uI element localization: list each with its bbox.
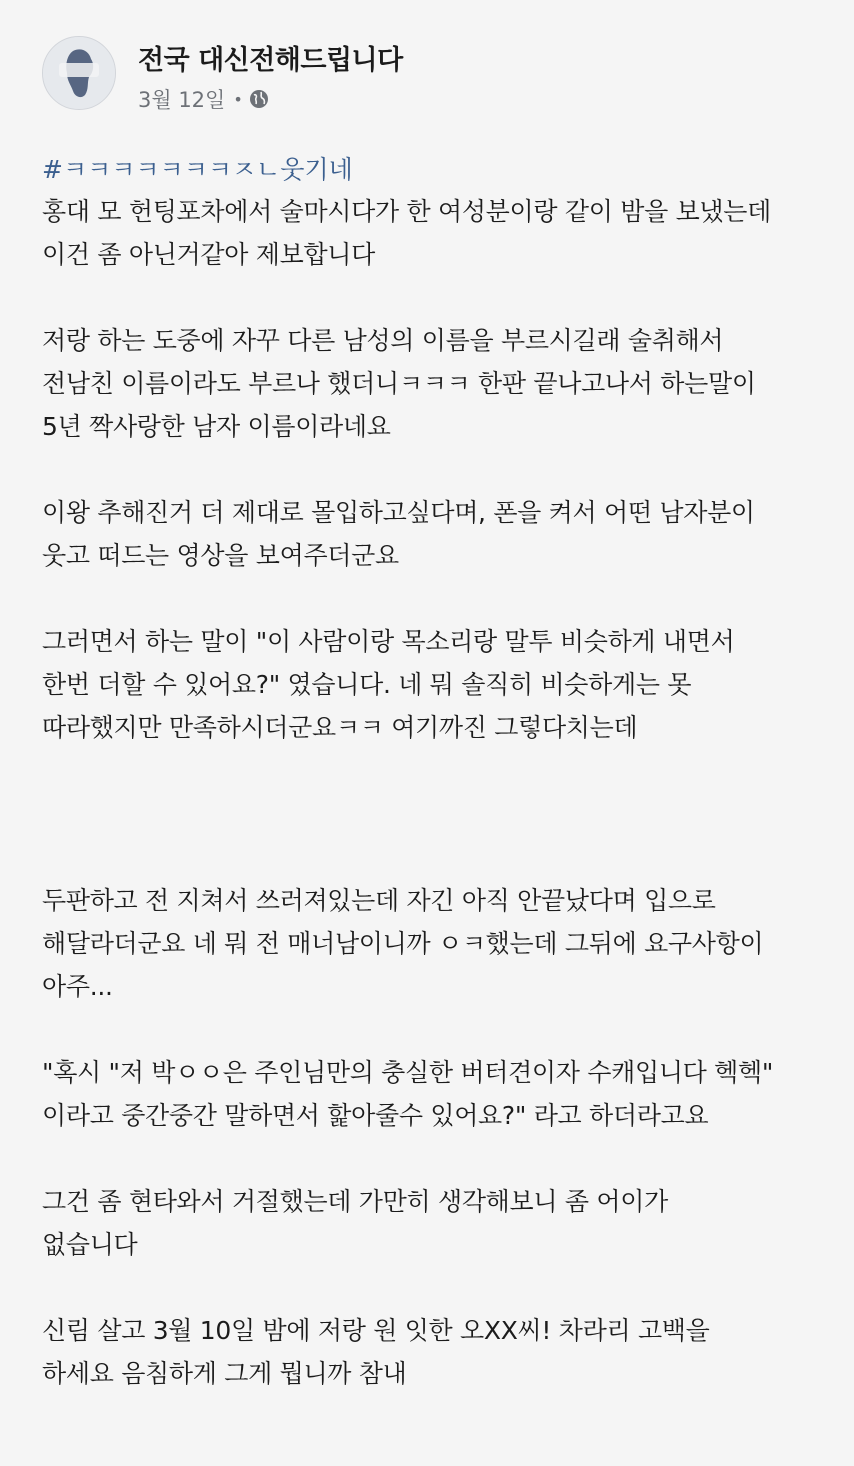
post-line: 아주... — [42, 972, 113, 1001]
korea-map-logo-icon — [43, 37, 115, 109]
post-line: 두판하고 전 지쳐서 쓰러져있는데 자긴 아직 안끝났다며 입으로 — [42, 886, 716, 915]
post-line: 없습니다 — [42, 1230, 138, 1259]
post-body — [42, 150, 832, 1395]
page-name[interactable]: 전국 대신전해드립니다 — [138, 45, 403, 76]
post-line: 해달라더군요 네 뭐 전 매너남이니까 ㅇㅋ했는데 그뒤에 요구사항이 — [42, 929, 764, 958]
post-line: 홍대 모 헌팅포차에서 술마시다가 한 여성분이랑 같이 밤을 보냈는데 — [42, 197, 771, 226]
post-line: 이건 좀 아닌거같아 제보합니다 — [42, 240, 375, 269]
post-line: 그건 좀 현타와서 거절했는데 가만히 생각해보니 좀 어이가 — [42, 1187, 668, 1216]
post-date[interactable]: 3월 12일 — [138, 88, 226, 112]
post-line: 그러면서 하는 말이 "이 사람이랑 목소리랑 말투 비슷하게 내면서 — [42, 627, 735, 656]
post-line: 이왕 추해진거 더 제대로 몰입하고싶다며, 폰을 켜서 어떤 남자분이 — [42, 498, 755, 527]
post-header — [42, 32, 822, 122]
page-avatar[interactable] — [42, 36, 116, 110]
post-meta — [138, 84, 269, 114]
meta-separator: • — [233, 89, 243, 109]
post-line: 한번 더할 수 있어요?" 였습니다. 네 뭐 솔직히 비슷하게는 못 — [42, 670, 692, 699]
hashtag-link[interactable]: #ㅋㅋㅋㅋㅋㅋㅋㅈㄴ웃기네 — [42, 155, 353, 184]
globe-icon — [249, 89, 269, 109]
post-line: 따라했지만 만족하시더군요ㅋㅋ 여기까진 그렇다치는데 — [42, 713, 638, 742]
post-line: 신림 살고 3월 10일 밤에 저랑 원 잇한 오XX씨! 차라리 고백을 — [42, 1316, 710, 1345]
post-line: 하세요 음침하게 그게 뭡니까 참내 — [42, 1359, 407, 1388]
post-line: 저랑 하는 도중에 자꾸 다른 남성의 이름을 부르시길래 술취해서 — [42, 326, 724, 355]
post-line: "혹시 "저 박ㅇㅇ은 주인님만의 충실한 버터견이자 수캐입니다 헥헥" — [42, 1058, 774, 1087]
post-line: 전남친 이름이라도 부르나 했더니ㅋㅋㅋ 한판 끝나고나서 하는말이 — [42, 369, 756, 398]
post-line: 5년 짝사랑한 남자 이름이라네요 — [42, 412, 391, 441]
post-line: 웃고 떠드는 영상을 보여주더군요 — [42, 541, 399, 570]
post-line: 이라고 중간중간 말하면서 핥아줄수 있어요?" 라고 하더라고요 — [42, 1101, 709, 1130]
